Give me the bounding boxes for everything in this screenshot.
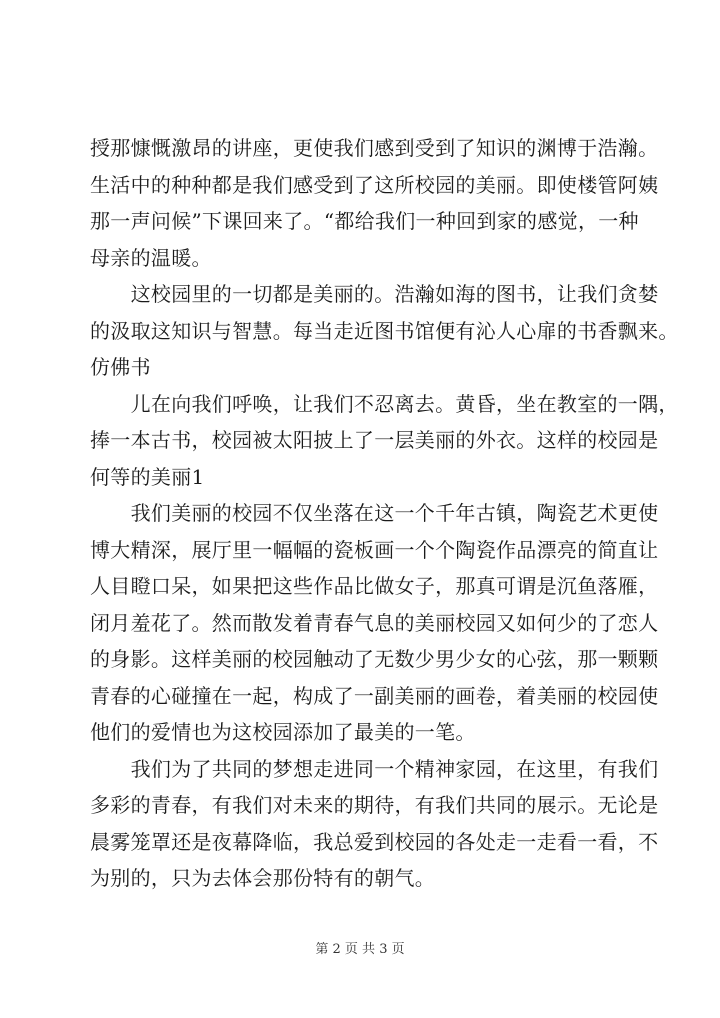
page-number-label: 第 2 页 共 3 页 bbox=[315, 942, 405, 957]
page-footer bbox=[0, 938, 720, 957]
text-line: 博大精深，展厅里一幅幅的瓷板画一个个陶瓷作品漂亮的简直让 bbox=[90, 537, 659, 562]
text-line: 闭月羞花了。然而散发着青春气息的美丽校园又如何少的了恋人 bbox=[90, 610, 659, 635]
text-line: 何等的美丽1 bbox=[90, 464, 205, 489]
text-line: 晨雾笼罩还是夜幕降临，我总爱到校园的各处走一走看一看，不 bbox=[90, 829, 659, 854]
text-line: 多彩的青春，有我们对未来的期待，有我们共同的展示。无论是 bbox=[90, 793, 659, 817]
text-line: 为别的，只为去体会那份特有的朝气。 bbox=[90, 866, 436, 890]
text-line: 我们为了共同的梦想走进同一个精神家园，在这里，有我们 bbox=[90, 756, 659, 781]
text-line: 的身影。这样美丽的校园触动了无数少男少女的心弦，那一颗颗 bbox=[90, 647, 659, 671]
text-line: 母亲的温暖。 bbox=[90, 245, 212, 270]
text-line: 捧一本古书，校园被太阳披上了一层美丽的外衣。这样的校园是 bbox=[90, 428, 659, 452]
text-line: 那一声问候”下课回来了。“都给我们一种回到家的感觉，一种 bbox=[90, 209, 639, 233]
text-line: 仿佛书 bbox=[90, 355, 151, 379]
text-line: 授那慷慨激昂的讲座，更使我们感到受到了知识的渊博于浩瀚。 bbox=[90, 136, 659, 160]
text-line: 的汲取这知识与智慧。每当走近图书馆便有沁人心扉的书香飘来。 bbox=[90, 318, 679, 343]
text-line: 儿在向我们呼唤，让我们不忍离去。黄昏，坐在教室的一隅， bbox=[90, 391, 679, 416]
text-line: 青春的心碰撞在一起，构成了一副美丽的画卷，着美丽的校园使 bbox=[90, 683, 659, 708]
text-line: 我们美丽的校园不仅坐落在这一个千年古镇，陶瓷艺术更使 bbox=[90, 501, 659, 525]
body-text bbox=[90, 130, 679, 897]
text-line: 他们的爱情也为这校园添加了最美的一笔。 bbox=[90, 720, 476, 744]
text-line: 这校园里的一切都是美丽的。浩瀚如海的图书，让我们贪婪 bbox=[90, 282, 659, 306]
text-line: 生活中的种种都是我们感受到了这所校园的美丽。即使楼管阿姨 bbox=[90, 172, 659, 197]
text-line: 人目瞪口呆，如果把这些作品比做女子，那真可谓是沉鱼落雁， bbox=[90, 574, 659, 598]
